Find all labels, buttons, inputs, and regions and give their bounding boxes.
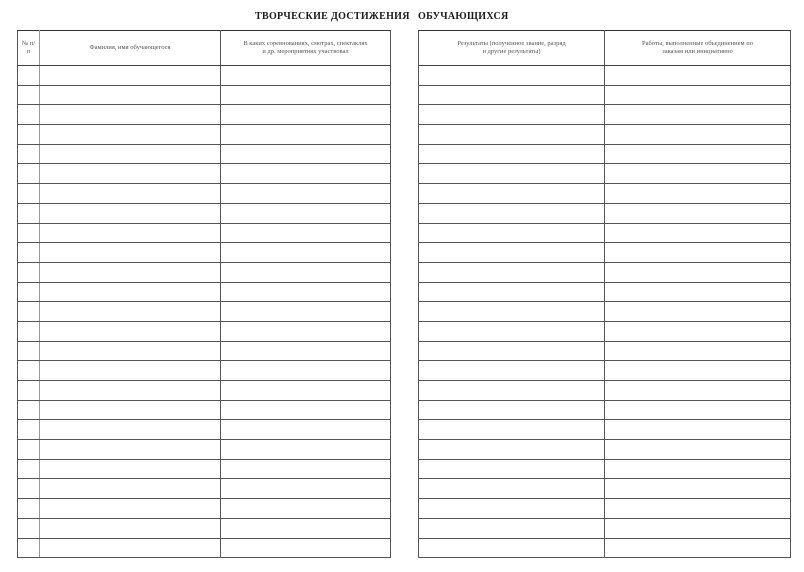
table-cell[interactable] [419,518,605,538]
table-cell[interactable] [40,518,221,538]
table-cell[interactable] [221,440,391,460]
table-cell[interactable] [419,85,605,105]
table-cell[interactable] [18,262,40,282]
table-row [419,459,791,479]
table-row [18,538,391,558]
table-cell[interactable] [221,459,391,479]
table-row [419,184,791,204]
table-cell[interactable] [40,223,221,243]
table-row [419,381,791,401]
table-cell[interactable] [221,341,391,361]
table-cell[interactable] [605,66,791,86]
table-cell[interactable] [221,321,391,341]
table-row [419,125,791,145]
table-cell[interactable] [18,440,40,460]
table-cell[interactable] [18,518,40,538]
table-cell[interactable] [18,499,40,519]
table-cell[interactable] [221,203,391,223]
table-cell[interactable] [18,184,40,204]
left-achievements-table [17,30,391,558]
table-cell[interactable] [605,223,791,243]
table-row [18,361,391,381]
table-row [18,243,391,263]
table-row [419,203,791,223]
table-cell[interactable] [18,538,40,558]
table-cell[interactable] [40,341,221,361]
header-events: В каких соревнованиях, смотрах, спектаклях и др. мероприятиях участвовал [221,31,391,66]
table-row [18,164,391,184]
table-cell[interactable] [40,302,221,322]
table-row [419,479,791,499]
table-cell[interactable] [40,243,221,263]
table-cell[interactable] [605,440,791,460]
left-table-body [18,66,391,558]
table-cell[interactable] [419,459,605,479]
table-cell[interactable] [40,203,221,223]
table-row [419,105,791,125]
table-cell[interactable] [40,381,221,401]
table-cell[interactable] [221,302,391,322]
table-cell[interactable] [419,223,605,243]
header-works: Работы, выполненные объединением по заказам или инициативно [605,31,791,66]
table-cell[interactable] [18,341,40,361]
table-cell[interactable] [419,302,605,322]
table-row [18,499,391,519]
table-cell[interactable] [605,341,791,361]
table-cell[interactable] [419,184,605,204]
table-cell[interactable] [605,459,791,479]
table-cell[interactable] [18,400,40,420]
table-cell[interactable] [419,164,605,184]
table-cell[interactable] [221,243,391,263]
table-cell[interactable] [419,341,605,361]
table-row [18,85,391,105]
table-row [419,420,791,440]
table-row [419,223,791,243]
table-row [419,361,791,381]
table-cell[interactable] [40,184,221,204]
table-cell[interactable] [18,144,40,164]
table-cell[interactable] [18,321,40,341]
table-cell[interactable] [40,321,221,341]
table-cell[interactable] [605,164,791,184]
table-cell[interactable] [40,420,221,440]
table-cell[interactable] [605,85,791,105]
table-cell[interactable] [40,499,221,519]
table-cell[interactable] [221,184,391,204]
table-cell[interactable] [40,479,221,499]
table-cell[interactable] [419,282,605,302]
table-cell[interactable] [419,361,605,381]
table-row [419,262,791,282]
table-cell[interactable] [18,105,40,125]
table-row [18,144,391,164]
table-row [419,499,791,519]
table-cell[interactable] [221,361,391,381]
table-row [18,479,391,499]
table-header-row [18,31,391,66]
table-cell[interactable] [605,361,791,381]
table-row [18,420,391,440]
table-row [419,302,791,322]
table-cell[interactable] [18,479,40,499]
table-row [419,66,791,86]
table-cell[interactable] [221,262,391,282]
header-results: Результаты (полученное звание, разряд и другие результаты) [419,31,605,66]
table-cell[interactable] [605,538,791,558]
table-cell[interactable] [40,361,221,381]
table-cell[interactable] [18,302,40,322]
table-cell[interactable] [419,105,605,125]
table-cell[interactable] [40,66,221,86]
table-row [419,538,791,558]
table-cell[interactable] [18,459,40,479]
table-cell[interactable] [605,243,791,263]
table-row [419,440,791,460]
table-cell[interactable] [221,420,391,440]
table-row [18,302,391,322]
table-row [18,262,391,282]
table-cell[interactable] [605,499,791,519]
table-cell[interactable] [419,499,605,519]
table-row [18,518,391,538]
table-cell[interactable] [605,262,791,282]
table-cell[interactable] [221,125,391,145]
table-cell[interactable] [18,420,40,440]
table-cell[interactable] [18,282,40,302]
table-cell[interactable] [221,144,391,164]
table-cell[interactable] [221,85,391,105]
table-row [18,105,391,125]
table-cell[interactable] [221,479,391,499]
table-row [419,243,791,263]
table-cell[interactable] [221,538,391,558]
table-row [18,282,391,302]
table-cell[interactable] [18,164,40,184]
table-row [419,400,791,420]
table-row [419,321,791,341]
table-cell[interactable] [419,321,605,341]
table-cell[interactable] [605,518,791,538]
table-cell[interactable] [221,518,391,538]
table-cell[interactable] [40,105,221,125]
table-cell[interactable] [419,262,605,282]
table-row [18,223,391,243]
page-title-right: ОБУЧАЮЩИХСЯ [418,11,509,22]
table-cell[interactable] [605,479,791,499]
page-title-left: ТВОРЧЕСКИЕ ДОСТИЖЕНИЯ [255,11,410,22]
table-cell[interactable] [605,400,791,420]
table-cell[interactable] [605,321,791,341]
table-cell[interactable] [221,164,391,184]
table-cell[interactable] [221,105,391,125]
table-row [18,341,391,361]
right-table-body [419,66,791,558]
table-row [18,381,391,401]
table-cell[interactable] [419,125,605,145]
table-row [419,282,791,302]
table-cell[interactable] [605,381,791,401]
table-cell[interactable] [221,66,391,86]
table-cell[interactable] [18,223,40,243]
table-row [18,125,391,145]
table-cell[interactable] [18,125,40,145]
table-row [419,144,791,164]
table-cell[interactable] [419,420,605,440]
table-cell[interactable] [419,144,605,164]
table-cell[interactable] [18,66,40,86]
table-cell[interactable] [419,243,605,263]
table-cell[interactable] [18,85,40,105]
table-row [419,164,791,184]
table-cell[interactable] [419,203,605,223]
table-row [18,400,391,420]
table-cell[interactable] [40,538,221,558]
table-cell[interactable] [18,381,40,401]
table-row [18,440,391,460]
table-row [18,459,391,479]
table-cell[interactable] [419,66,605,86]
table-cell[interactable] [18,361,40,381]
table-cell[interactable] [419,381,605,401]
table-cell[interactable] [605,302,791,322]
table-cell[interactable] [605,184,791,204]
table-cell[interactable] [221,381,391,401]
table-cell[interactable] [40,164,221,184]
table-cell[interactable] [221,499,391,519]
header-student-name: Фамилия, имя обучающегося [40,31,221,66]
table-row [18,321,391,341]
table-cell[interactable] [40,440,221,460]
header-number: № п/п [18,31,40,66]
table-header-row [419,31,791,66]
table-cell[interactable] [18,203,40,223]
table-cell[interactable] [605,203,791,223]
table-cell[interactable] [40,125,221,145]
table-row [18,203,391,223]
table-cell[interactable] [419,479,605,499]
table-cell[interactable] [40,282,221,302]
table-row [419,341,791,361]
table-row [18,66,391,86]
table-row [18,184,391,204]
right-achievements-table [418,30,791,558]
table-cell[interactable] [605,125,791,145]
table-cell[interactable] [419,538,605,558]
table-cell[interactable] [605,420,791,440]
table-row [419,518,791,538]
table-cell[interactable] [40,262,221,282]
table-cell[interactable] [40,400,221,420]
table-cell[interactable] [419,440,605,460]
table-cell[interactable] [221,400,391,420]
table-cell[interactable] [18,243,40,263]
table-cell[interactable] [605,282,791,302]
table-row [419,85,791,105]
table-cell[interactable] [40,144,221,164]
table-cell[interactable] [221,282,391,302]
table-cell[interactable] [605,105,791,125]
table-cell[interactable] [605,144,791,164]
table-cell[interactable] [419,400,605,420]
table-cell[interactable] [40,459,221,479]
table-cell[interactable] [221,223,391,243]
table-cell[interactable] [40,85,221,105]
